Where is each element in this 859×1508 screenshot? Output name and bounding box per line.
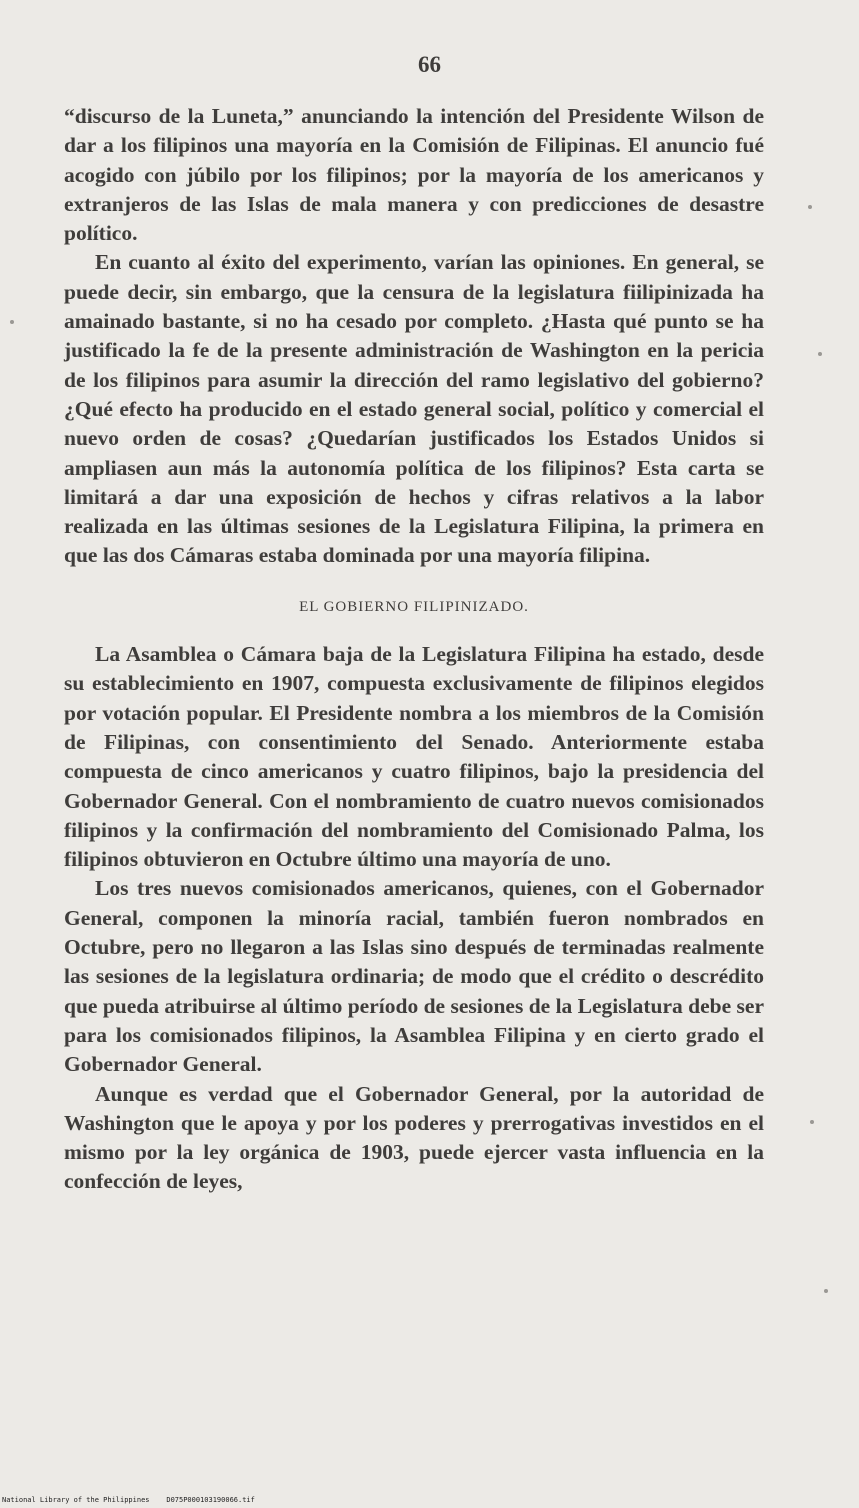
scan-footer: National Library of the Philippines D075P000103190066.tif	[2, 1496, 255, 1504]
page-number: 66	[418, 52, 441, 77]
paragraph-asamblea: La Asamblea o Cámara baja de la Legislatura Filipina ha estado, desde su establecimiento en 1907, compuesta exclusivamente de filipinos elegidos por votación popular. El Presidente nombra a los miembros de la Comisión de Filipinas, con consentimiento del Senado. Anteriormente estaba compuesta de cinco americanos y cuatro filipinos, bajo la presidencia del Gobernador General. Con el nombramiento de cuatro nuevos comisionados filipinos y la confirmación del nombramiento del Comisionado Palma, los filipinos obtuvieron en Octubre último una mayoría de uno.	[64, 642, 764, 872]
paragraph-continuation: “discurso de la Luneta,” anunciando la intención del Presidente Wilson de dar a los filipinos una mayoría en la Comisión de Filipinas. El anuncio fué acogido con júbilo por los filipinos; por la mayoría de los americanos y extranjeros de las Islas de mala manera y con predicciones de desastre político.	[64, 104, 764, 246]
paragraph-gobernador: Aunque es verdad que el Gobernador General, por la autoridad de Washington que le apoya y por los poderes y prerrogativas investidos en el mismo por la ley orgánica de 1903, puede ejercer vasta influencia en la confección de leyes,	[64, 1081, 764, 1194]
paragraph-experiment: En cuanto al éxito del experimento, varían las opiniones. En general, se puede decir, sin embargo, que la censura de la legislatura fiilipinizada ha amainado bastante, si no ha cesado por completo. ¿Hasta qué punto se ha justificado la fe de la presente administración de Washington en la pericia de los filipinos para asumir la dirección del ramo legislativo del gobierno? ¿Qué efecto ha producido en el estado general social, político y comercial el nuevo orden de cosas? ¿Quedarían justificados los Estados Unidos si ampliasen aun más la autonomía política de los filipinos? Esta carta se limitará a dar una exposición de hechos y cifras relativos a la labor realizada en las últimas sesiones de la Legislatura Filipina, la primera en que las dos Cámaras estaba dominada por una mayoría filipina.	[64, 250, 764, 568]
paper-speck	[810, 1120, 814, 1124]
paragraph-comisionados: Los tres nuevos comisionados americanos, quienes, con el Gobernador General, componen la minoría racial, también fueron nombrados en Octubre, pero no llegaron a las Islas sino después de terminadas realmente las sesiones de la legislatura ordinaria; de modo que el crédito o descrédito que pueda atribuirse al último período de sesiones de la Legislatura debe ser para los comisionados filipinos, la Asamblea Filipina y en cierto grado el Gobernador General.	[64, 876, 764, 1077]
body-text	[64, 102, 764, 1197]
paper-speck	[818, 352, 822, 356]
paper-speck	[808, 205, 812, 209]
paper-speck	[824, 1289, 828, 1293]
section-heading: EL GOBIERNO FILIPINIZADO.	[299, 598, 529, 615]
paper-speck	[10, 320, 14, 324]
